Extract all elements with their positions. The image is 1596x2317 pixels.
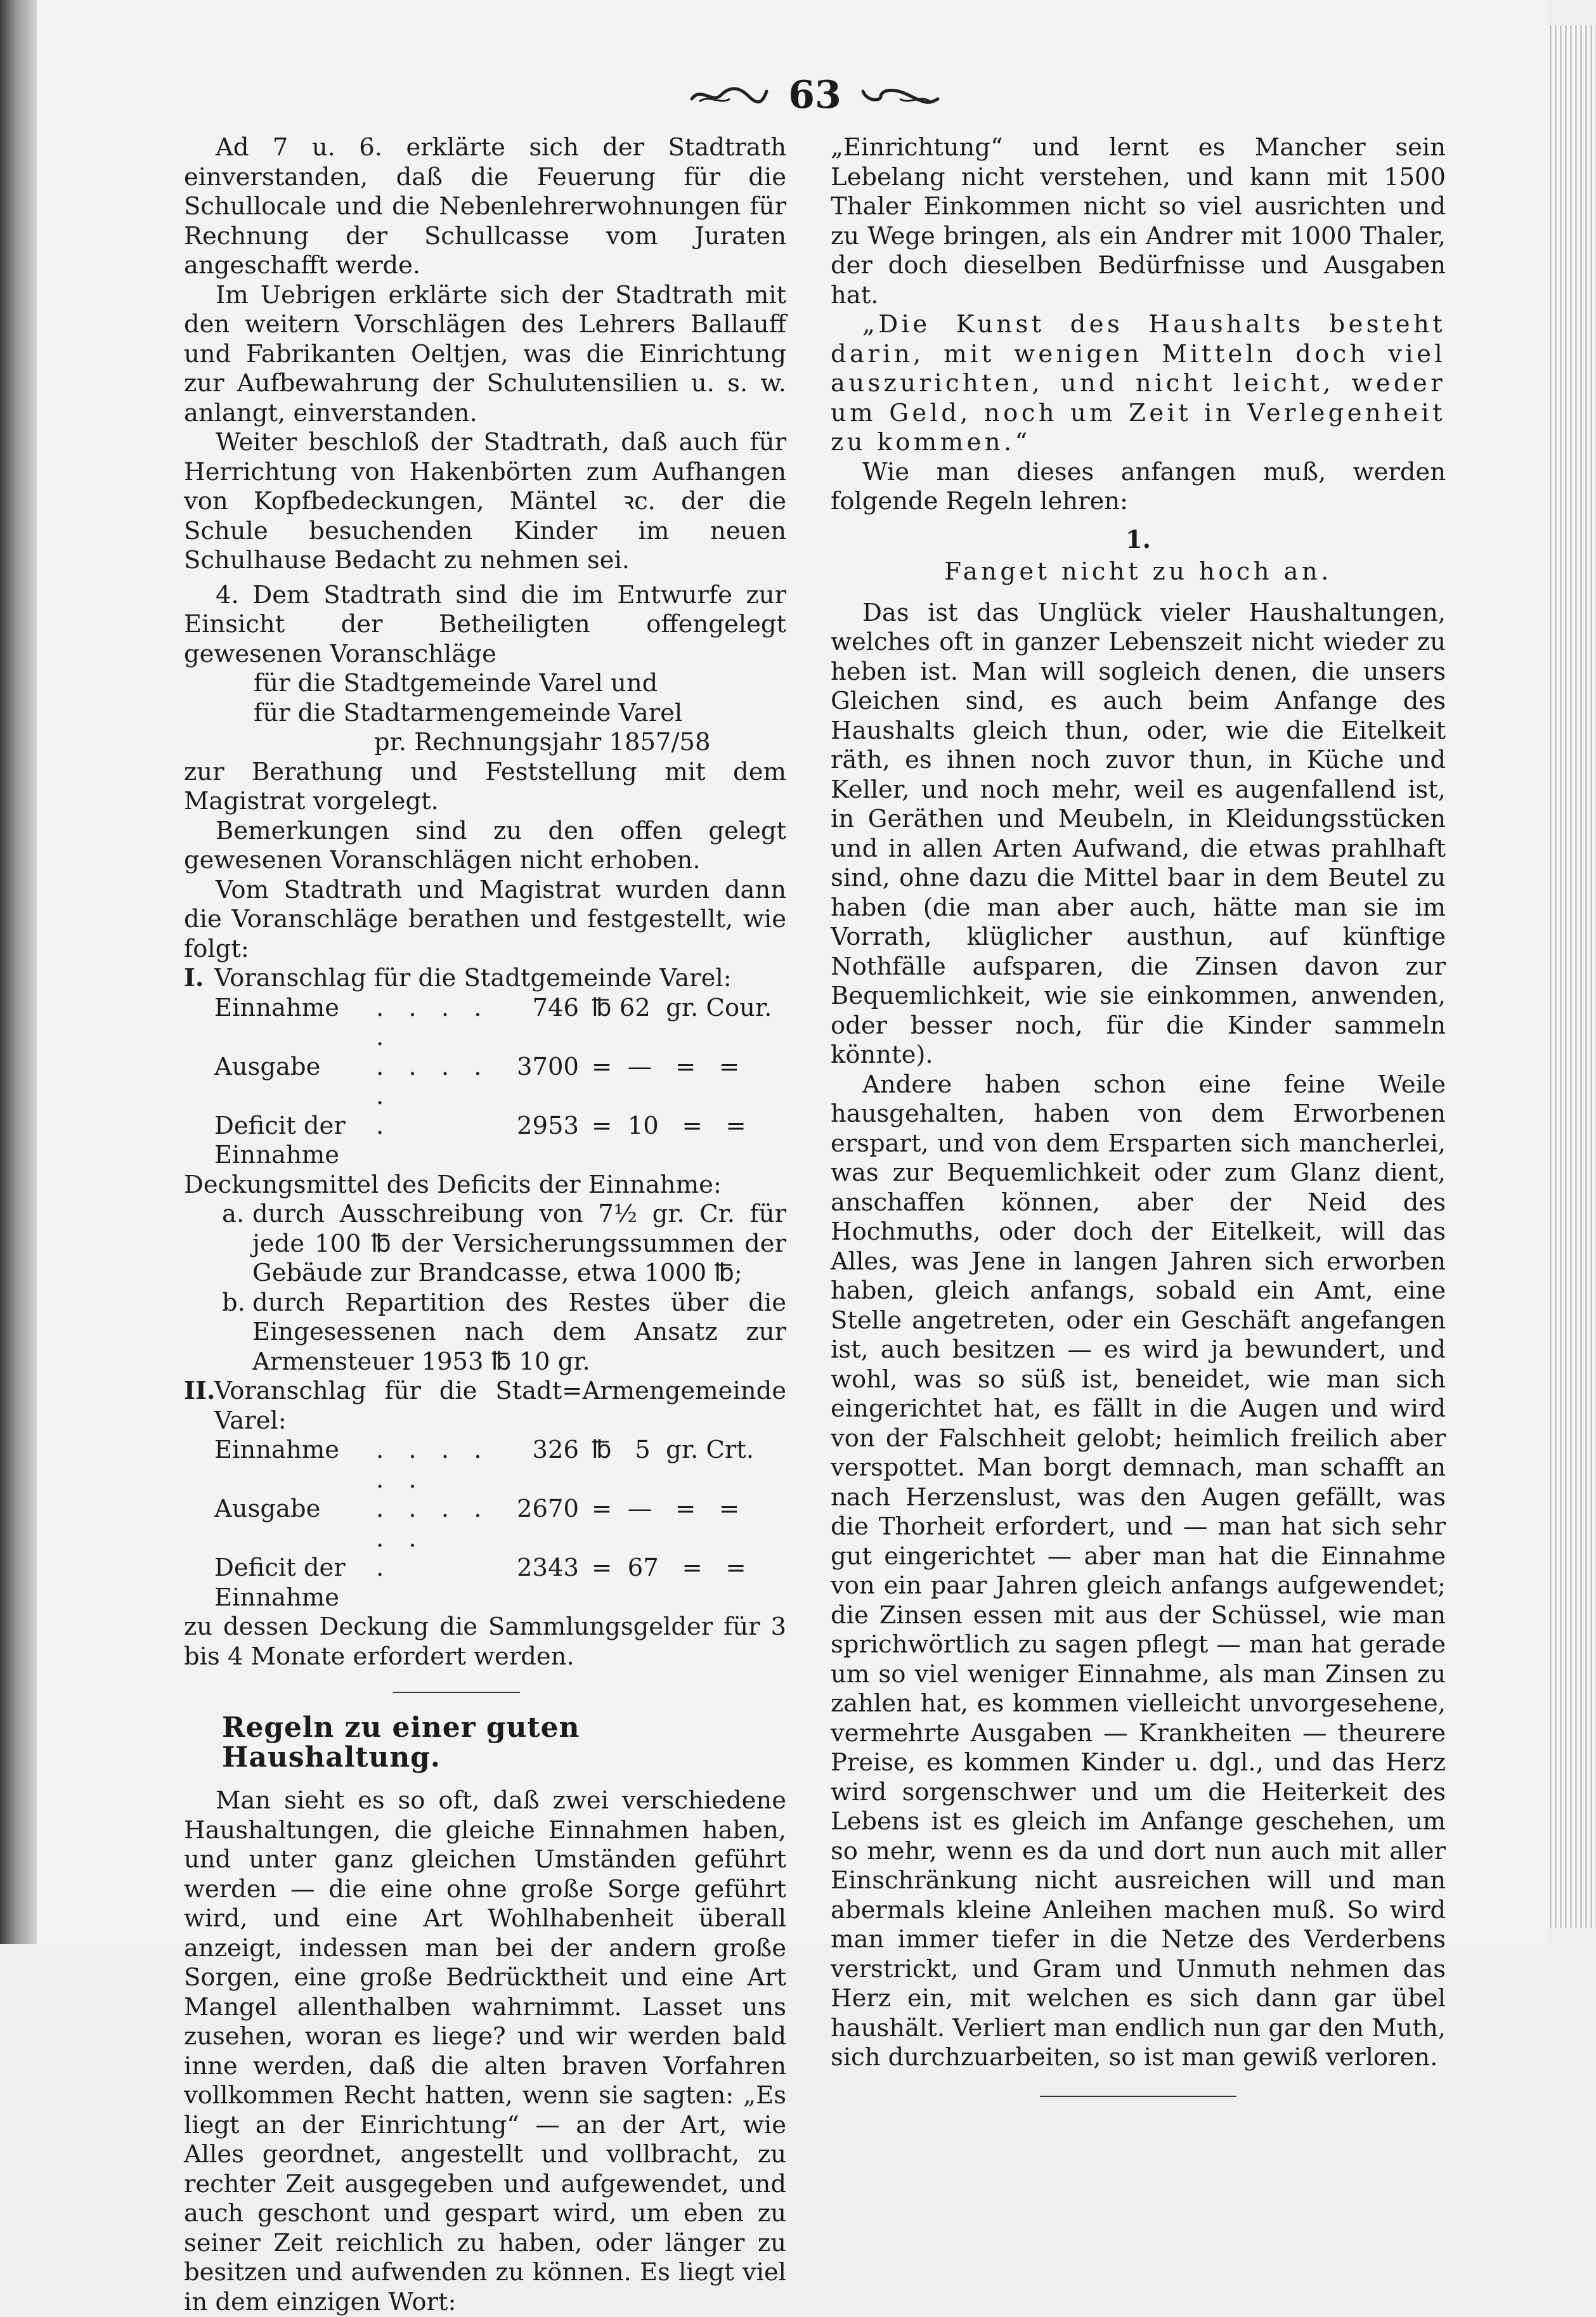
budget-row-label: Einnahme	[214, 1436, 340, 1464]
budget-row-amount: 746	[532, 993, 579, 1022]
budget-row-dots: . . . . . .	[376, 1495, 490, 1553]
budget-row-label: Ausgabe	[214, 1052, 321, 1081]
budget-row-label: Einnahme	[214, 993, 340, 1022]
coverage-text: durch Ausschreibung von 7½ gr. Cr. für jede 100 ℔ der Versicherungssummen der Gebäude zur Brandcasse, etwa 1000 ℔;	[252, 1200, 786, 1287]
rule-heading: Fanget nicht zu hoch an.	[944, 557, 1332, 586]
quote-kunst-des-haushalts: „Die Kunst des Haushalts besteht darin, mit wenigen Mitteln doch viel auszurichten, und nicht leicht, weder um Geld, noch um Zeit in Verlegenheit zu kommen.“	[831, 310, 1446, 457]
ornament-left-icon	[688, 82, 770, 108]
page-stack-edge	[1545, 25, 1596, 1928]
motion-line-armengemeinde: für die Stadtarmengemeinde Varel	[254, 698, 683, 727]
paragraph-settled: Vom Stadtrath und Magistrat wurden dann die Voranschläge berathen und festgestellt, wie folgt:	[184, 875, 786, 963]
coverage-item-b	[184, 1288, 786, 1377]
budget-row-unit: = 67 = =	[592, 1554, 746, 1582]
coverage-title: Deckungsmittel des Deficits der Einnahme:	[184, 1170, 722, 1199]
rule-number: 1.	[1125, 525, 1152, 554]
budget-2-title: Voranschlag für die Stadt=Armengemeinde Varel:	[214, 1377, 786, 1435]
budget-row-dots: . . . . .	[376, 1052, 490, 1110]
coverage-label: b.	[222, 1288, 245, 1317]
paragraph-andere: Andere haben schon eine feine Weile hausgehalten, haben von dem Erworbenen erspart, und von dem Ersparten sich mancherlei, was zur Bequemlichkeit oder zum Glanz dient, anschaffen können, aber der Neid des Hochmuths, oder doch der Eitelkeit, will das Alles, was Jene in langen Jahren sich erworben haben, gleich anfangs, sobald ein Amt, eine Stelle angetreten, oder ein Geschäft angefangen ist, auch besitzen — es wird ja bewundert, und wohl, was so süß ist, beneidet, wie man sich eingerichtet hat, es fällt in die Augen und wird von der Falschheit gelobt; heimlich freilich aber verspottet. Man borgt demnach, man schafft an nach Herzenslust, was den Augen gefällt, was die Thorheit erfordert, und — man hat sich sehr gut eingerichtet — aber man hat die Einnahme von ein paar Jahren gleich anfangs aufgewendet; die Zinsen essen mit aus der Schüssel, wie man sprichwörtlich zu sagen pflegt — man hat gerade um so viel weniger Einnahme, als man Zinsen zu zahlen hat, es kommen vielleicht unvorgesehene, vermehrte Ausgaben — Krankheiten — theurere Preise, es kommen Kinder u. dgl., und das Herz wird sorgenschwer und um die Heiterkeit des Lebens ist es gleich im Anfange geschehen, um so mehr, wenn es da und dort nun auch mit aller Einschränkung nicht ausreichen will und man abermals kleine Anleihen machen muß. So wird man immer tiefer in die Netze des Verderbens verstrickt, und Gram und Unmuth nehmen das Herz ein, mit welchen es sich dann gar übel haushält. Verliert man endlich nun gar den Muth, sich durchzuarbeiten, so ist man gewiß verloren.	[831, 1070, 1446, 2072]
budget-row-label: Ausgabe	[214, 1495, 321, 1523]
budget-2-row	[184, 1436, 786, 1495]
budget-row-amount: 2953	[517, 1111, 579, 1140]
budget-row-amount: 3700	[517, 1052, 579, 1081]
coverage-item-a	[184, 1200, 786, 1288]
motion-item-4	[184, 581, 786, 817]
budget-row-dots: . . . . . .	[376, 1436, 490, 1494]
budget-row-amount: 2670	[517, 1495, 579, 1523]
end-divider	[1040, 2096, 1236, 2097]
coverage-text: durch Repartition des Restes über die Eingesessenen nach dem Ansatz zur Armensteuer 1953 ℔ 10 gr.	[252, 1288, 786, 1376]
budget-row-label: Deficit der Einnahme	[214, 1554, 346, 1612]
budget-row-amount: 326	[532, 1436, 579, 1464]
book-spine-shadow	[0, 0, 37, 1944]
budget-1-row	[184, 1053, 786, 1112]
paragraph-ad-7-6: Ad 7 u. 6. erklärte sich der Stadtrath einverstanden, daß die Feuerung für die Schullocale und die Nebenlehrerwohnungen für Rechnung der Schullcasse vom Juraten angeschafft werde.	[184, 133, 786, 280]
motion-intro: 4. Dem Stadtrath sind die im Entwurfe zur Einsicht der Betheiligten offengelegt gewesenen Voranschläge	[184, 580, 786, 668]
paragraph-hakenboerten: Weiter beschloß der Stadtrath, daß auch für Herrichtung von Hakenbörten zum Aufhangen von Kopfbedeckungen, Mäntel ꝛc. der die Schule besuchenden Kinder im neuen Schulhause Bedacht zu nehmen sei.	[184, 428, 786, 574]
budget-row-unit: = 10 = =	[592, 1111, 746, 1140]
budget-row-dots: .	[376, 1111, 393, 1140]
motion-end: zur Berathung und Feststellung mit dem Magistrat vorgelegt.	[184, 757, 786, 815]
budget-1-heading	[184, 964, 786, 994]
right-column	[831, 133, 1446, 2097]
budget-row-amount: 2343	[517, 1554, 579, 1582]
budget-2-heading	[184, 1377, 786, 1436]
paragraph-remarks: Bemerkungen sind zu den offen gelegt gewesenen Voranschlägen nicht erhoben.	[184, 816, 786, 874]
budget-1-title: Voranschlag für die Stadtgemeinde Varel:	[214, 964, 732, 992]
ornament-right-icon	[859, 82, 942, 108]
motion-year: pr. Rechnungsjahr 1857/58	[374, 728, 711, 756]
budget-2-label: II.	[184, 1377, 216, 1405]
paragraph-einrichtung-cont: „Einrichtung“ und lernt es Mancher sein Lebelang nicht verstehen, und kann mit 1500 Thaler Einkommen nicht so viel ausrichten und zu Wege bringen, als ein Andrer mit 1000 Thaler, der doch dieselben Bedürfnisse und Ausgaben hat.	[831, 133, 1446, 309]
motion-line-stadtgemeinde: für die Stadtgemeinde Varel und	[254, 669, 658, 698]
paragraph-intro-rules: Wie man dieses anfangen muß, werden folgende Regeln lehren:	[831, 457, 1446, 516]
section-body: Man sieht es so oft, daß zwei verschiedene Haushaltungen, die gleiche Einnahmen haben, und unter ganz gleichen Umständen geführt werden — die eine ohne große Sorge geführt wird, und eine Art Wohlhabenheit überall anzeigt, indessen man bei der andern große Sorgen, eine große Bedrücktheit und eine Art Mangel allenthalben wahrnimmt. Lasset uns zusehen, woran es liege? und wir werden bald inne werden, daß die alten braven Vorfahren vollkommen Recht hatten, wenn sie sagten: „Es liegt an der Einrichtung“ — an der Art, wie Alles geordnet, angestellt und vollbracht, zu rechter Zeit ausgegeben und aufgewendet, und auch geschont und gespart wird, um eben zu seiner Zeit reichlich zu haben, oder länger zu besitzen und aufwenden zu können. Es liegt viel in dem einzigen Wort:	[184, 1786, 786, 2316]
budget-row-unit: = — = =	[592, 1495, 740, 1523]
budget-row-label: Deficit der Einnahme	[214, 1111, 346, 1169]
budget-row-unit: = — = =	[592, 1052, 740, 1081]
paragraph-unglueck: Das ist das Unglück vieler Haushaltungen, welches oft in ganzer Lebenszeit nicht wieder zu heben ist. Man will sogleich denen, die unsers Gleichen sind, es auch beim Anfange des Haushalts gleich thun, oder, wie die Eitelkeit räth, es ihnen noch zuvor thun, in Küche und Keller, und noch mehr, weil es augenfallend ist, in Geräthen und Meubeln, in Kleidungsstücken und in allen Arten Aufwand, die etwas prahlhaft sind, ohne dazu die Mittel baar in dem Beutel zu haben (die man aber auch, hätte man sie im Vorrath, klüglicher austhun, auf künftige Nothfälle aufsparen, die Zinsen davon zur Bequemlichkeit, wie sie einkommen, anwenden, oder besser noch, für die Kinder sammeln könnte).	[831, 598, 1446, 1069]
section-divider	[393, 1692, 520, 1693]
page-number: 63	[788, 73, 841, 117]
coverage-label: a.	[222, 1200, 245, 1228]
left-column	[184, 133, 786, 2317]
budget-row-dots: .	[376, 1554, 393, 1582]
budget-1-label: I.	[184, 964, 204, 992]
budget-2-row	[184, 1554, 786, 1613]
budget-1-row	[184, 1112, 786, 1171]
page-header	[666, 70, 964, 120]
budget-row-unit: ℔ 62 gr. Cour.	[592, 993, 772, 1022]
budget-1-row	[184, 994, 786, 1053]
budget-row-dots: . . . . .	[376, 993, 490, 1051]
budget-row-unit: ℔ 5 gr. Crt.	[592, 1436, 755, 1464]
budget-2-note: zu dessen Deckung die Sammlungsgelder für 3 bis 4 Monate erfordert werden.	[184, 1613, 786, 1671]
budget-2-row	[184, 1495, 786, 1554]
book-page	[38, 0, 1547, 2316]
section-title: Regeln zu einer guten Haushaltung.	[222, 1711, 580, 1774]
paragraph-uebrigen: Im Uebrigen erklärte sich der Stadtrath mit den weitern Vorschlägen des Lehrers Ballauff und Fabrikanten Oeltjen, was die Einrichtung zur Aufbewahrung der Schulutensilien u. s. w. anlangt, einverstanden.	[184, 280, 786, 427]
